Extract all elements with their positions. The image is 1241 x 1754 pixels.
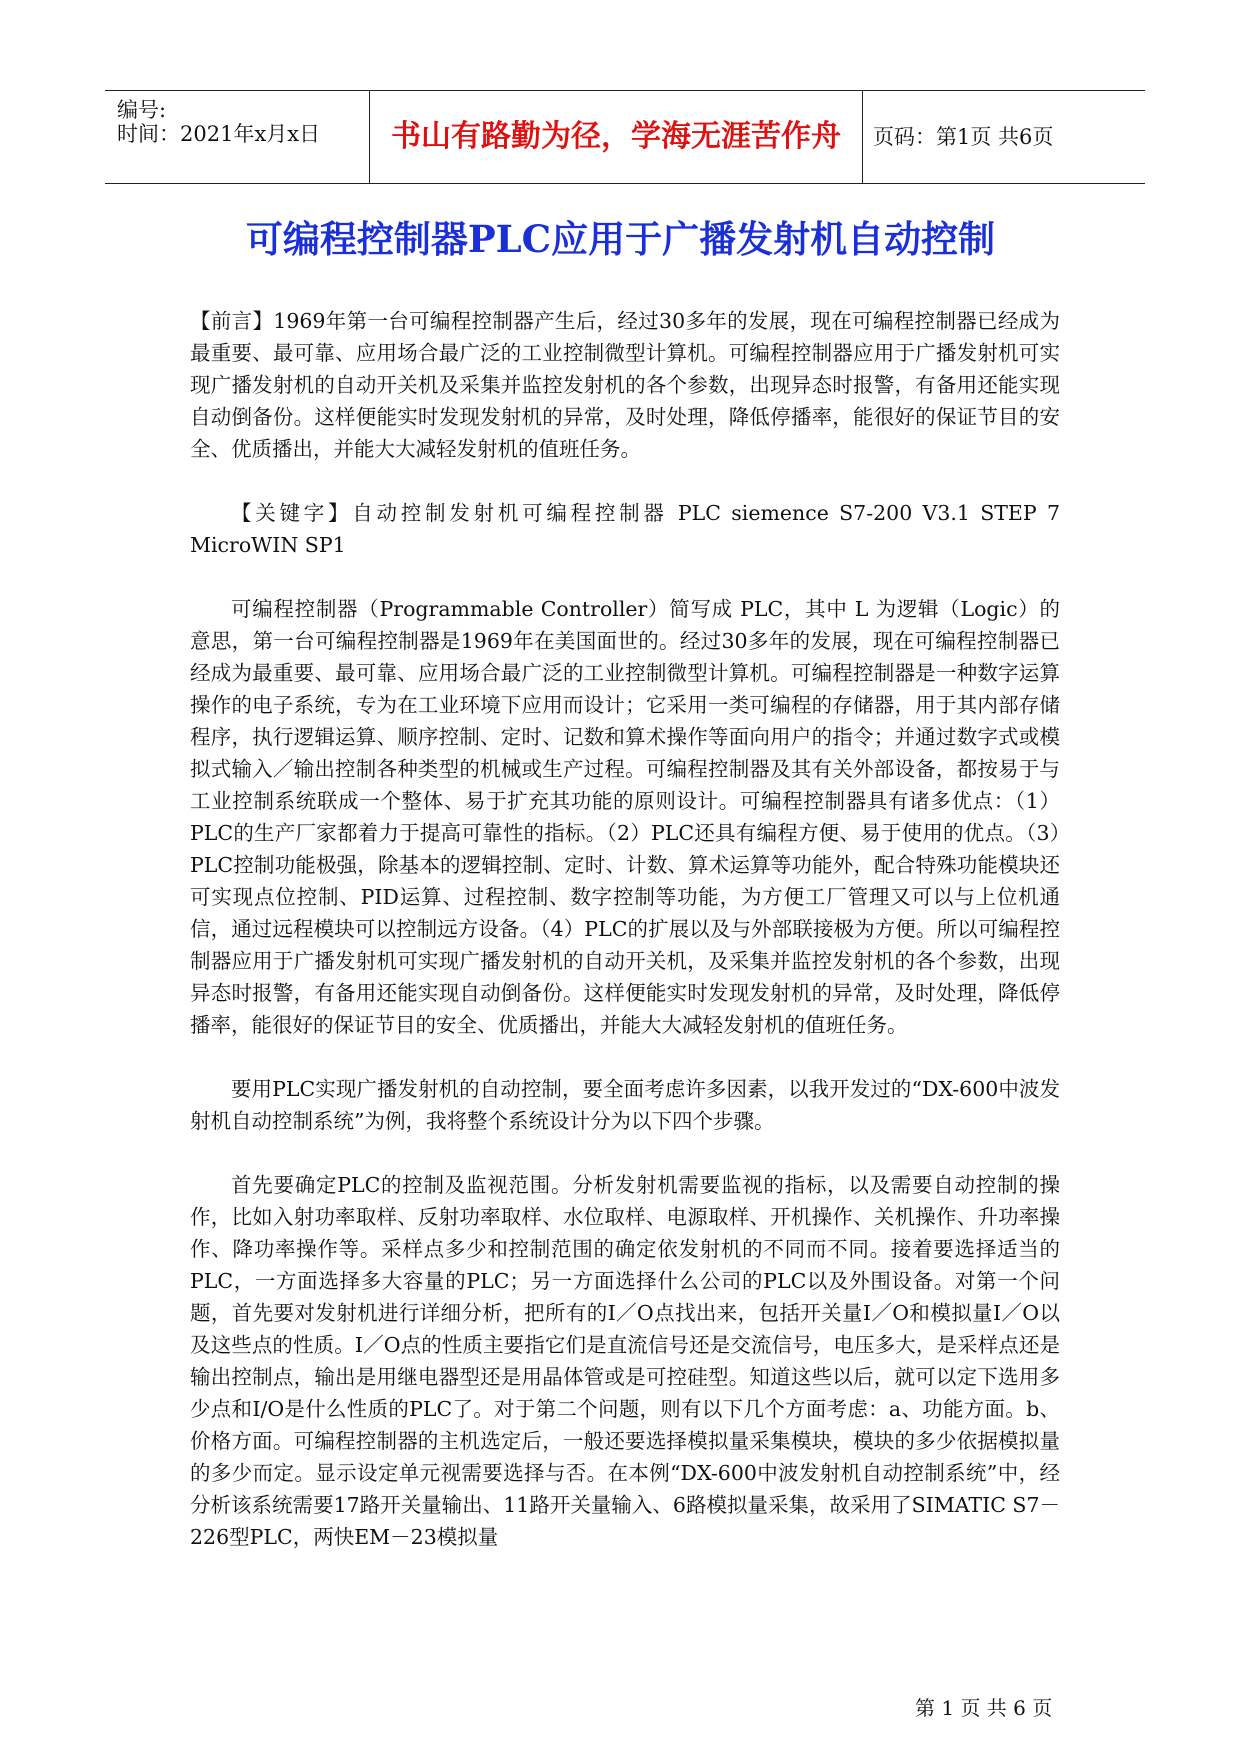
header-page-cell <box>863 91 1145 183</box>
time-label: 时间：2021年x月x日 <box>117 122 321 146</box>
page-info: 页码：第1页 共6页 <box>873 125 1054 149</box>
page-footer: 第 1 页 共 6 页 <box>915 1696 1053 1720</box>
serial-number-label: 编号: <box>117 98 167 122</box>
body-paragraph: 可编程控制器（Programmable Controller）简写成 PLC，其中 L 为逻辑（Logic）的意思，第一台可编程控制器是1969年在美国面世的。经过30多年的发展，现在可编程控制器已经成为最重要、最可靠、应用场合最广泛的工业控制微型计算机。可编程控制器是一种数字运算操作的电子系统，专为在工业环境下应用而设计；它采用一类可编程的存储器，用于其内部存储程序，执行逻辑运算、顺序控制、定时、记数和算术操作等面向用户的指令；并通过数字式或模拟式输入／输出控制各种类型的机械或生产过程。可编程控制器及其有关外部设备，都按易于与工业控制系统联成一个整体、易于扩充其功能的原则设计。可编程控制器具有诸多优点：（1）PLC的生产厂家都着力于提高可靠性的指标。（2）PLC还具有编程方便、易于使用的优点。（3）PLC控制功能极强，除基本的逻辑控制、定时、计数、算术运算等功能外，配合特殊功能模块还可实现点位控制、PID运算、过程控制、数字控制等功能，为方便工厂管理又可以与上位机通信，通过远程模块可以控制远方设备。（4）PLC的扩展以及与外部联接极为方便。所以可编程控制器应用于广播发射机可实现广播发射机的自动开关机，及采集并监控发射机的各个参数，出现异态时报警，有备用还能实现自动倒备份。这样便能实时发现发射机的异常，及时处理，降低停播率，能很好的保证节目的安全、优质播出，并能大大减轻发射机的值班任务。 <box>190 597 1060 1037</box>
document-body <box>190 305 1060 1585</box>
motto-text: 书山有路勤为径，学海无涯苦作舟 <box>391 119 841 154</box>
document-header <box>105 90 1145 184</box>
document-title: 可编程控制器PLC应用于广播发射机自动控制 <box>245 217 996 261</box>
header-info-cell <box>105 91 370 183</box>
keywords-paragraph: 【关键字】自动控制发射机可编程控制器 PLC siemence S7-200 V3.1 STEP 7 MicroWIN SP1 <box>190 501 1060 557</box>
body-paragraph: 要用PLC实现广播发射机的自动控制，要全面考虑许多因素，以我开发过的“DX-600中波发射机自动控制系统”为例，我将整个系统设计分为以下四个步骤。 <box>190 1077 1060 1133</box>
preface-paragraph: 【前言】1969年第一台可编程控制器产生后，经过30多年的发展，现在可编程控制器已经成为最重要、最可靠、应用场合最广泛的工业控制微型计算机。可编程控制器应用于广播发射机可实现广播发射机的自动开关机及采集并监控发射机的各个参数，出现异态时报警，有备用还能实现自动倒备份。这样便能实时发现发射机的异常，及时处理，降低停播率，能很好的保证节目的安全、优质播出，并能大大减轻发射机的值班任务。 <box>190 309 1060 461</box>
header-motto-cell <box>370 91 863 183</box>
body-paragraph: 首先要确定PLC的控制及监视范围。分析发射机需要监视的指标，以及需要自动控制的操作，比如入射功率取样、反射功率取样、水位取样、电源取样、开机操作、关机操作、升功率操作、降功率操作等。采样点多少和控制范围的确定依发射机的不同而不同。接着要选择适当的PLC，一方面选择多大容量的PLC；另一方面选择什么公司的PLC以及外围设备。对第一个问题，首先要对发射机进行详细分析，把所有的I／O点找出来，包括开关量I／O和模拟量I／O以及这些点的性质。I／O点的性质主要指它们是直流信号还是交流信号，电压多大，是采样点还是输出控制点，输出是用继电器型还是用晶体管或是可控硅型。知道这些以后，就可以定下选用多少点和I/O是什么性质的PLC了。对于第二个问题，则有以下几个方面考虑：a、功能方面。b、价格方面。可编程控制器的主机选定后，一般还要选择模拟量采集模块，模块的多少依据模拟量的多少而定。显示设定单元视需要选择与否。在本例“DX-600中波发射机自动控制系统”中，经分析该系统需要17路开关量输出、11路开关量输入、6路模拟量采集，故采用了SIMATIC S7－226型PLC，两快EM－23模拟量 <box>190 1173 1060 1549</box>
